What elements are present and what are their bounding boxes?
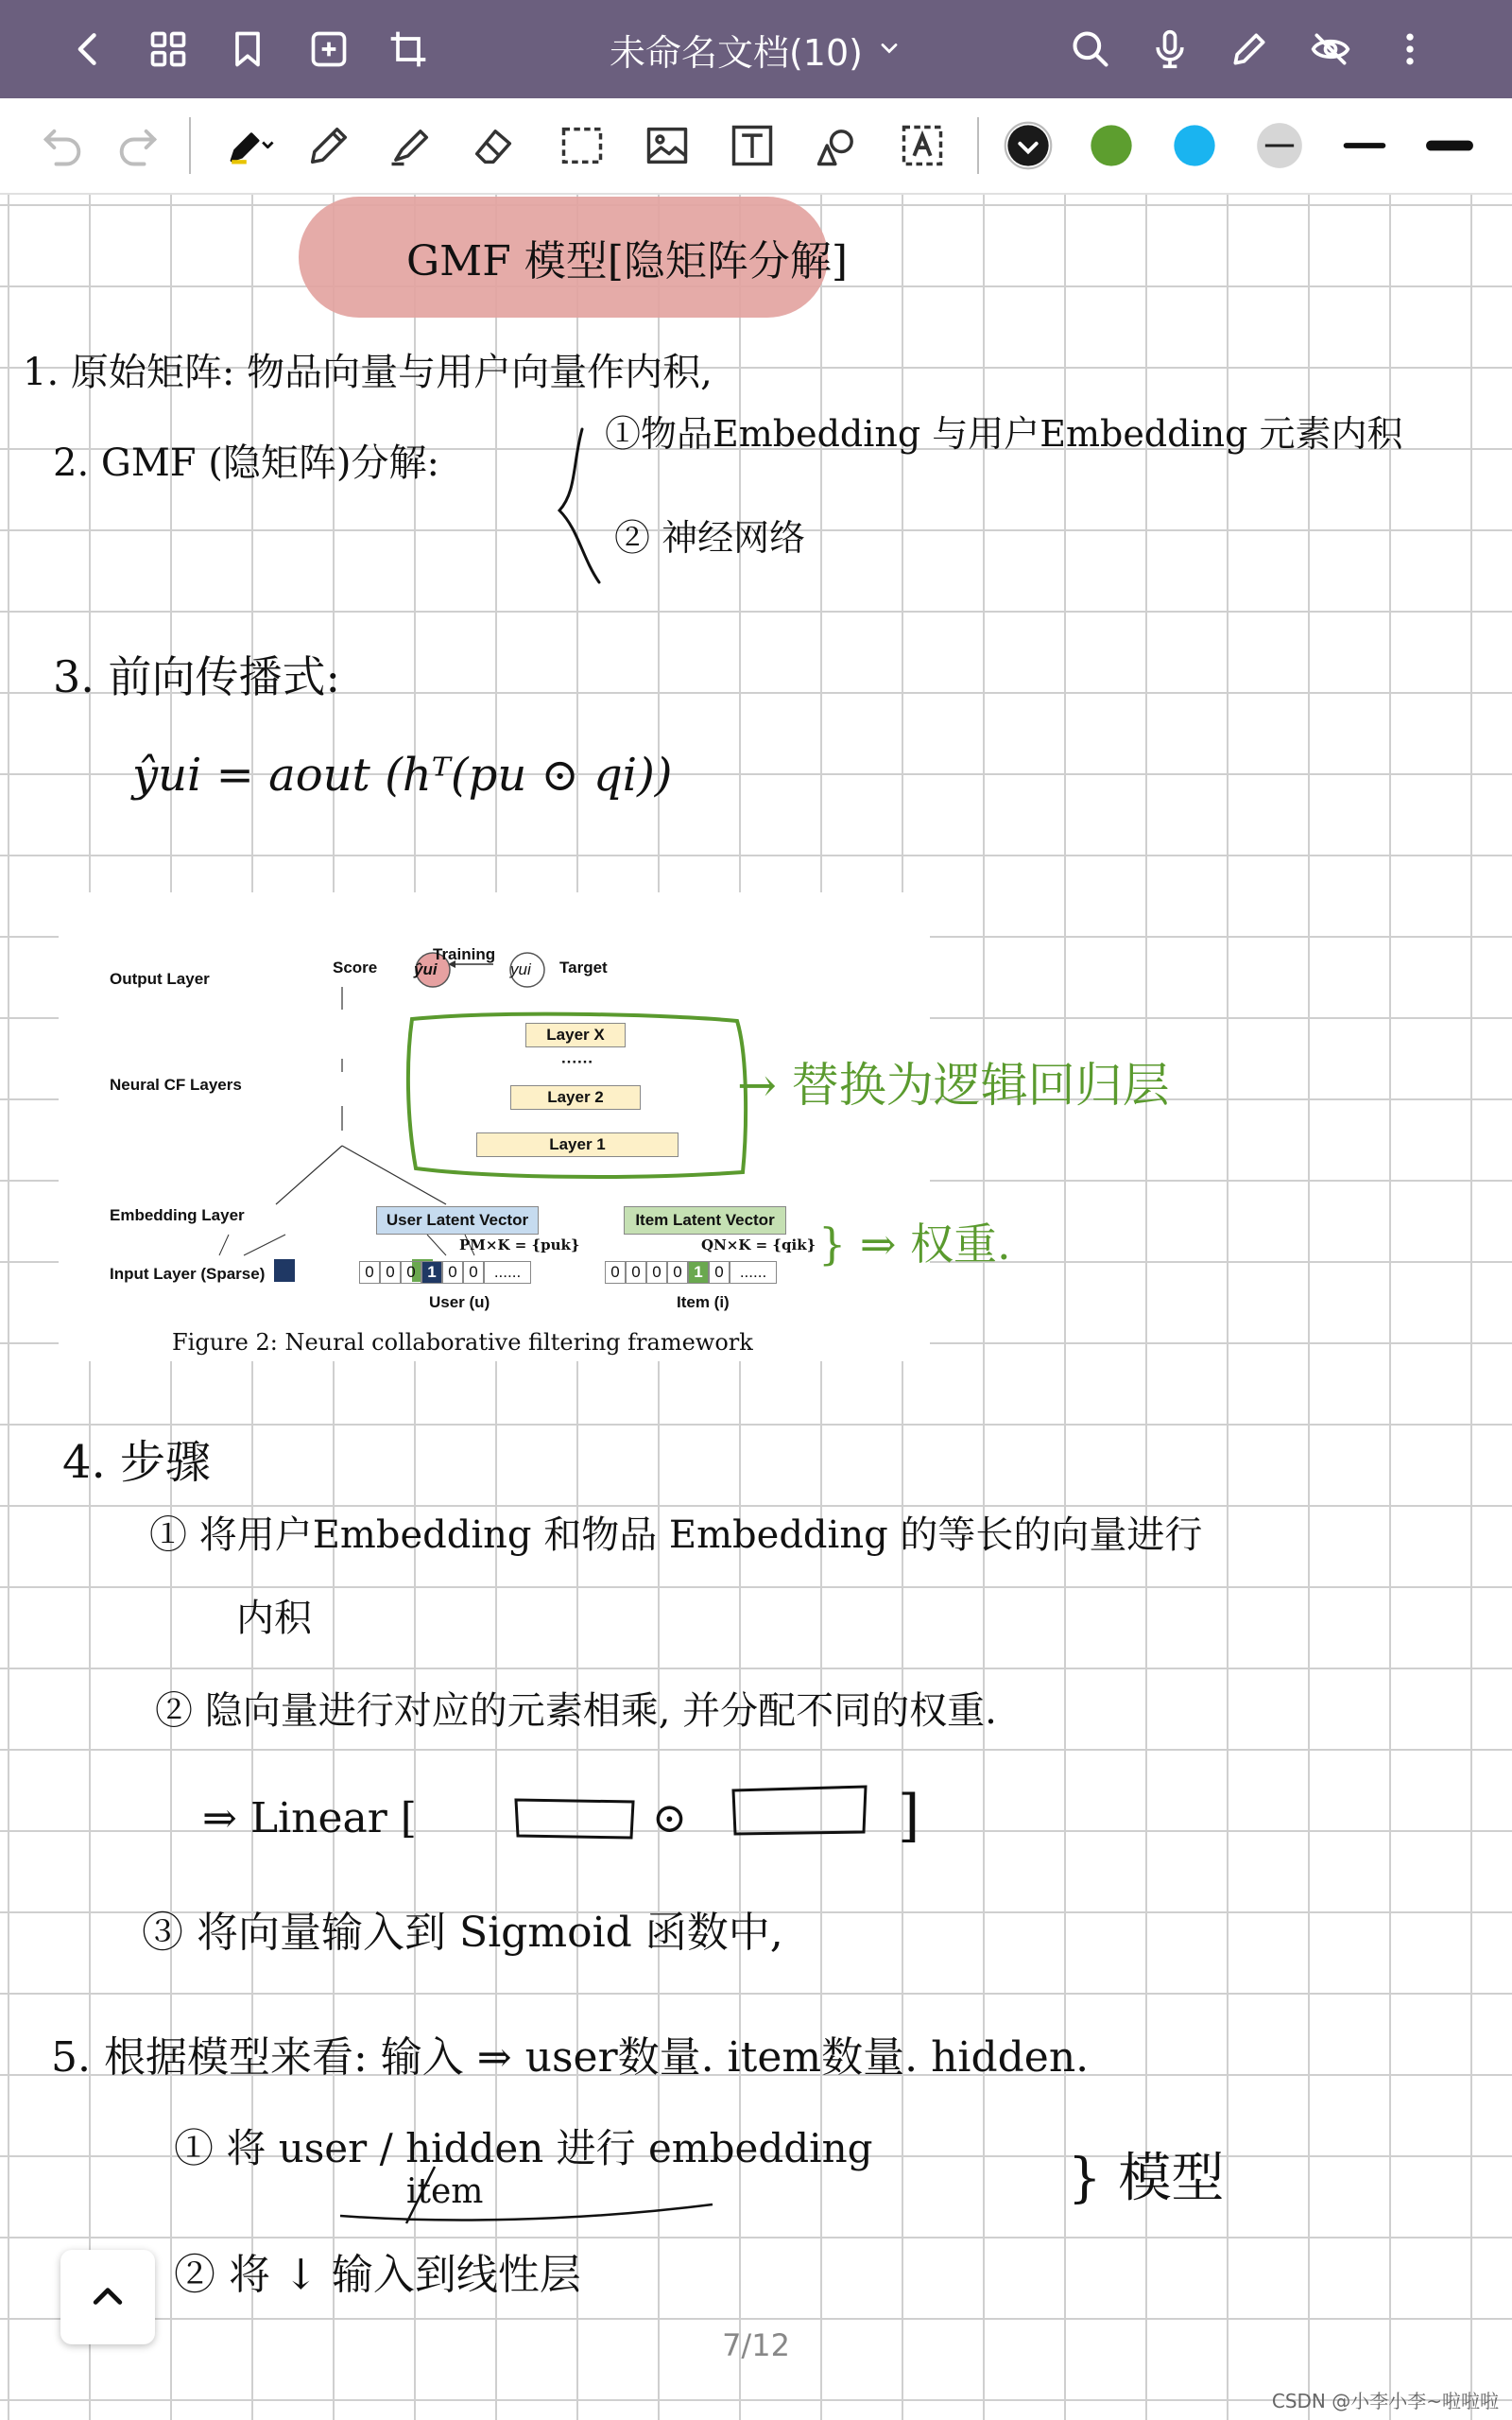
- user-label: User (u): [429, 1293, 490, 1311]
- lasso-select-icon[interactable]: [554, 117, 610, 174]
- ncf-layers-label: Neural CF Layers: [110, 1076, 242, 1094]
- item-input-vector: [605, 1261, 777, 1284]
- hide-icon[interactable]: [1300, 19, 1361, 79]
- stroke-medium-option[interactable]: [1336, 117, 1393, 174]
- green-annotation-2: } ⇒ 权重.: [818, 1219, 1011, 1270]
- document-title-text: 未命名文档(10): [609, 31, 863, 74]
- note-line-2-label: 2. GMF (隐矩阵)分解:: [53, 441, 439, 485]
- item-bit: 0: [646, 1261, 667, 1284]
- toolbar-divider: [189, 117, 191, 174]
- user-bit: 0: [463, 1261, 484, 1284]
- user-bit: 0: [401, 1261, 421, 1284]
- color-black-swatch[interactable]: [1000, 117, 1057, 174]
- note-line-2-b: ② 神经网络: [614, 517, 806, 559]
- item-bit: 0: [626, 1261, 646, 1284]
- item-latent-vector: Item Latent Vector: [624, 1206, 786, 1235]
- step-5-1-item: item: [406, 2172, 484, 2211]
- step-4-linear-prefix: ⇒ Linear [: [202, 1794, 417, 1842]
- score-label: Score: [333, 959, 378, 977]
- output-layer-label: Output Layer: [110, 970, 210, 988]
- user-input-vector: [359, 1261, 531, 1284]
- chevron-down-icon: [876, 28, 902, 70]
- user-bit: 0: [380, 1261, 401, 1284]
- model-label: } 模型: [1068, 2148, 1225, 2209]
- step-4-1b: 内积: [236, 1597, 312, 1640]
- undo-icon[interactable]: [34, 117, 91, 174]
- watermark: CSDN @小李小李~啦啦啦: [1271, 2390, 1499, 2412]
- layer-2-box: Layer 2: [510, 1085, 641, 1110]
- step-4-linear-mid: ⊙: [652, 1794, 687, 1842]
- color-blue-swatch[interactable]: [1166, 117, 1223, 174]
- more-icon[interactable]: [1380, 19, 1440, 79]
- y-hat-label: ŷui: [414, 960, 438, 978]
- image-icon[interactable]: [639, 117, 696, 174]
- back-icon[interactable]: [59, 19, 119, 79]
- layer-x-box: Layer X: [525, 1023, 626, 1047]
- item-bit: 0: [667, 1261, 688, 1284]
- layer-dots: ······: [561, 1053, 593, 1071]
- note-line-2-a: ①物品Embedding 与用户Embedding 元素内积: [605, 413, 1403, 455]
- ocr-icon[interactable]: [894, 117, 951, 174]
- step-4-1a: ① 将用户Embedding 和物品 Embedding 的等长的向量进行: [149, 1513, 1203, 1557]
- shape-icon[interactable]: [809, 117, 866, 174]
- note-formula: ŷui = aout (hᵀ(pu ⊙ qi)): [132, 749, 673, 802]
- step-5-1: ① 将 user / hidden 进行 embedding: [174, 2125, 873, 2171]
- user-bit: 0: [359, 1261, 380, 1284]
- vector-box-2: [728, 1777, 879, 1843]
- toolbar-divider: [977, 117, 979, 174]
- step-4-heading: 4. 步骤: [62, 1436, 212, 1489]
- user-bit-active: 1: [421, 1261, 442, 1284]
- tool-bar: [0, 98, 1512, 195]
- figure-caption: Figure 2: Neural collaborative filtering framework: [172, 1329, 753, 1356]
- step-5-heading: 5. 根据模型来看: 输入 ⇒ user数量. item数量. hidden.: [51, 2033, 1090, 2082]
- note-line-1: 1. 原始矩阵: 物品向量与用户向量作内积,: [23, 351, 713, 394]
- layer-1-box: Layer 1: [476, 1132, 679, 1157]
- crop-icon[interactable]: [378, 19, 438, 79]
- input-layer-label: Input Layer (Sparse): [110, 1265, 266, 1283]
- step-5-2: ② 将 ↓ 输入到线性层: [174, 2251, 581, 2299]
- item-bit: 0: [605, 1261, 626, 1284]
- user-bit-ellipsis: ......: [484, 1261, 531, 1284]
- stroke-thick-option[interactable]: [1421, 117, 1478, 174]
- green-annotation-box: [397, 1002, 794, 1191]
- item-bit: 0: [709, 1261, 730, 1284]
- y-label: yui: [510, 960, 531, 978]
- brace-icon: [550, 425, 607, 586]
- note-line-3: 3. 前向传播式:: [53, 651, 341, 702]
- color-green-swatch[interactable]: [1083, 117, 1140, 174]
- eraser-icon[interactable]: [465, 117, 522, 174]
- grid-icon[interactable]: [138, 19, 198, 79]
- target-label: Target: [559, 959, 608, 977]
- training-label: Training: [433, 945, 496, 963]
- item-bit-ellipsis: ......: [730, 1261, 777, 1284]
- step-4-3: ③ 将向量输入到 Sigmoid 函数中,: [142, 1909, 783, 1957]
- document-title[interactable]: [529, 21, 983, 78]
- pencil-icon[interactable]: [301, 117, 357, 174]
- user-latent-vector: User Latent Vector: [376, 1206, 539, 1235]
- user-bit: 0: [442, 1261, 463, 1284]
- add-page-icon[interactable]: [299, 19, 359, 79]
- step-4-linear-suffix: ]: [898, 1783, 920, 1849]
- page-indicator: 7/12: [722, 2327, 790, 2363]
- fountain-pen-icon[interactable]: [214, 117, 289, 174]
- p-matrix-label: PM×K = {puk}: [459, 1236, 580, 1253]
- pen-edit-icon[interactable]: [1219, 19, 1280, 79]
- item-underline-stroke: [331, 2148, 728, 2233]
- note-title: GMF 模型[隐矩阵分解]: [406, 237, 849, 285]
- redo-icon[interactable]: [110, 117, 166, 174]
- highlighter-icon[interactable]: [382, 117, 438, 174]
- title-bar: [0, 0, 1512, 98]
- item-label: Item (i): [677, 1293, 730, 1311]
- green-annotation-1: → 替换为逻辑回归层: [737, 1058, 1170, 1113]
- embedding-layer-label: Embedding Layer: [110, 1206, 245, 1224]
- item-bit-active: 1: [688, 1261, 709, 1284]
- chevron-up-icon: [87, 2276, 129, 2318]
- text-icon[interactable]: [724, 117, 781, 174]
- microphone-icon[interactable]: [1140, 19, 1200, 79]
- vector-box-1: [510, 1789, 643, 1845]
- search-icon[interactable]: [1060, 19, 1121, 79]
- q-matrix-label: QN×K = {qik}: [701, 1236, 816, 1253]
- step-4-2: ② 隐向量进行对应的元素相乘, 并分配不同的权重.: [155, 1689, 997, 1733]
- bookmark-icon[interactable]: [217, 19, 278, 79]
- scroll-up-button[interactable]: [60, 2250, 155, 2344]
- stroke-thin-option[interactable]: [1251, 117, 1308, 174]
